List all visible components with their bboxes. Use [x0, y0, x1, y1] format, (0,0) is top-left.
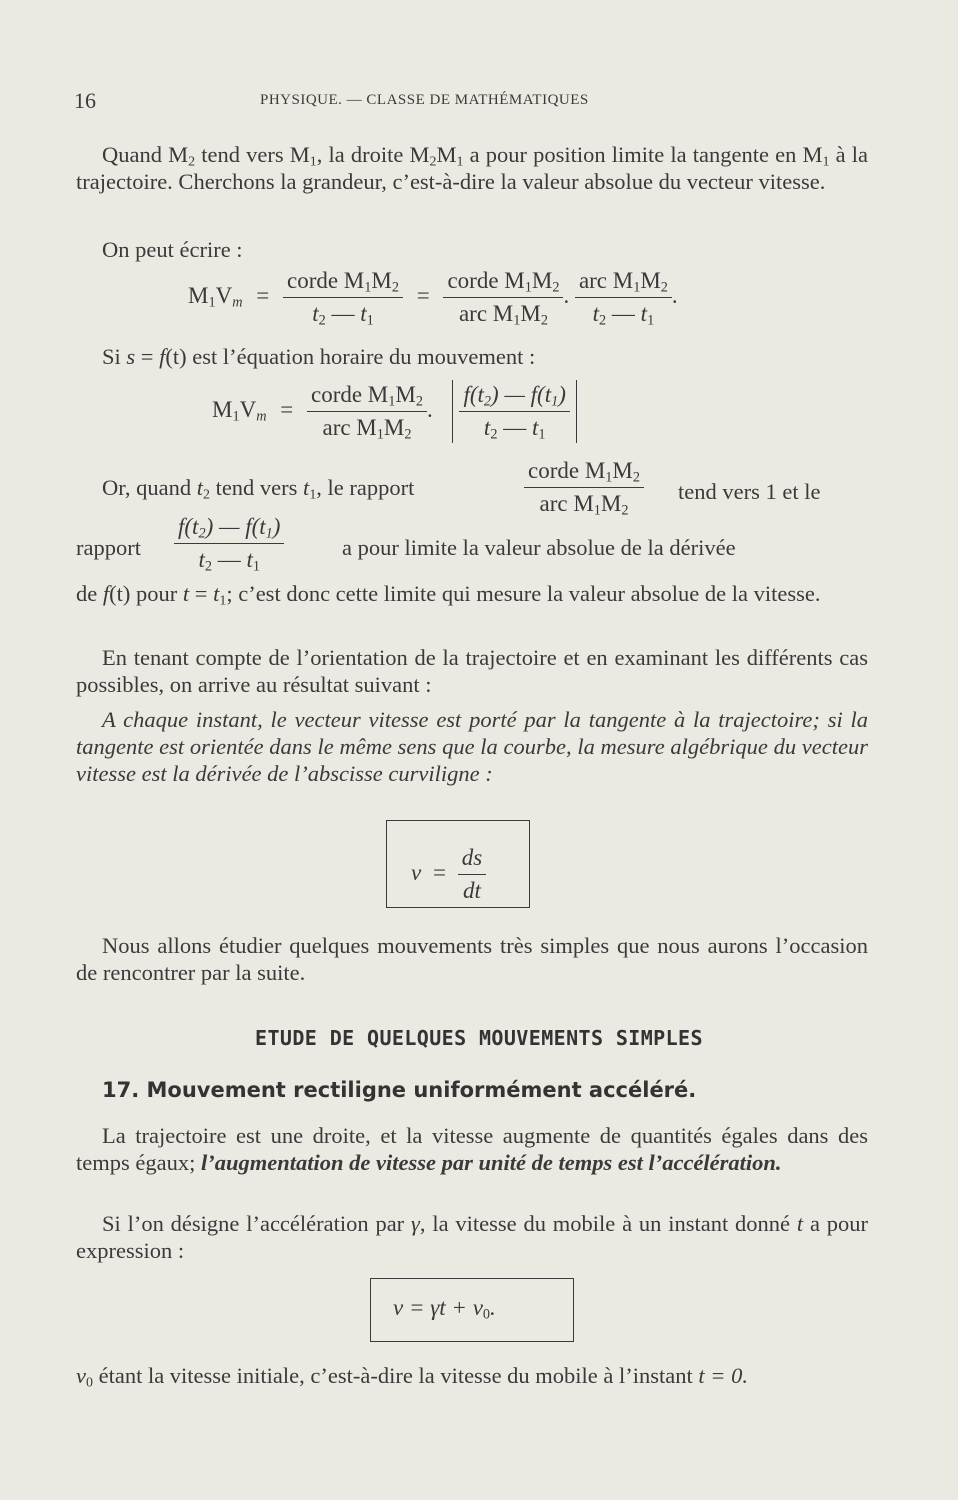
paragraph-4-rapport: rapport [76, 535, 141, 560]
absolute-value-bars [452, 380, 576, 443]
boxed-formula-uniform-acceleration: $v = \gamma t + v_0$. [370, 1278, 574, 1342]
formula-velocity-ratio: $M_1V_m$ = $\frac{corde M_1M_2}{t_2 — t_1}$ = $\frac{corde M_1M_2}{arc M_1M_2}$ . $\frac{arc M_1M_2}{t_2 — t_1}$ . [188, 268, 678, 329]
paragraph-4-line-1: Or, quand $t_2$ tend vers $t_1$, le rapport [102, 475, 415, 503]
paragraph-6-theorem: A chaque instant, le vecteur vitesse est porté par la tangente à la trajectoire; si la tangente est orientée dans le même sens que la courbe, la mesure algébrique du vecteur vitesse est la dérivée de l’abscisse curviligne : [76, 707, 868, 786]
fraction-arc-over-time: $\frac{arc M_1M_2}{t_2 — t_1}$ [575, 268, 672, 327]
fraction-chord-over-arc-2: $\frac{corde M_1M_2}{arc M_1M_2}$ [307, 382, 427, 441]
paragraph-4-continuation: de f(t) pour $t = t_1$; c’est donc cette limite qui mesure la valeur absolue de la vitesse. [76, 581, 821, 609]
running-title: PHYSIQUE. — CLASSE DE MATHÉMATIQUES [260, 92, 589, 108]
fraction-chord-over-time: $\frac{corde M_1M_2}{t_2 — t_1}$ [283, 268, 403, 327]
boxed-formula-v-ds-dt: v = $\frac{ds}{dt}$ [386, 820, 530, 908]
paragraph-10: $v_0$ étant la vitesse initiale, c’est-à-dire la vitesse du mobile à l’instant t = 0. [76, 1363, 748, 1391]
section-title: ETUDE DE QUELQUES MOUVEMENTS SIMPLES [255, 1026, 703, 1050]
subsection-heading: 17. Mouvement rectiligne uniformément accéléré. [102, 1078, 697, 1102]
formula-velocity-abs: $M_1V_m$ = $\frac{corde M_1M_2}{arc M_1M_2}$ . $\frac{f(t_2) — f(t_1)}{t_2 — t_1}$ [212, 380, 577, 443]
fraction-difference-quotient-2: $\frac{f(t_2) — f(t_1)}{t_2 — t_1}$ [174, 514, 284, 573]
fraction-chord-over-arc-3: $\frac{corde M_1M_2}{arc M_1M_2}$ [524, 458, 644, 517]
page-number: 16 [74, 88, 96, 113]
paragraph-8: La trajectoire est une droite, et la vitesse augmente de quantités égales dans des temps égaux; l’augmentation de vitesse par unité de temps est l’accélération. [76, 1123, 868, 1175]
paragraph-7: Nous allons étudier quelques mouvements très simples que nous aurons l’occasion de rencontrer par la suite. [76, 933, 868, 985]
fraction-chord-over-arc: $\frac{corde M_1M_2}{arc M_1M_2}$ [443, 268, 563, 327]
paragraph-4-tend: tend vers 1 et le [678, 479, 821, 504]
paragraph-5: En tenant compte de l’orientation de la trajectoire et en examinant les différents cas possibles, on arrive au résultat suivant : [76, 645, 868, 697]
paragraph-3: Si s = f(t) est l’équation horaire du mouvement : [102, 344, 536, 369]
paragraph-2: On peut écrire : [102, 237, 243, 262]
paragraph-9: Si l’on désigne l’accélération par γ, la vitesse du mobile à un instant donné t a pour expression : [76, 1211, 869, 1263]
paragraph-1: Quand $M_2$ tend vers $M_1$, la droite $M_2M_1$ a pour position limite la tangente en $M_1$ à la trajectoire. Cherchons la grandeur, c’est-à-dire la valeur absolue du vecteur vitesse. [76, 142, 868, 194]
paragraph-4-limit: a pour limite la valeur absolue de la dérivée [342, 535, 736, 560]
fraction-difference-quotient: $\frac{f(t_2) — f(t_1)}{t_2 — t_1}$ [459, 382, 569, 441]
